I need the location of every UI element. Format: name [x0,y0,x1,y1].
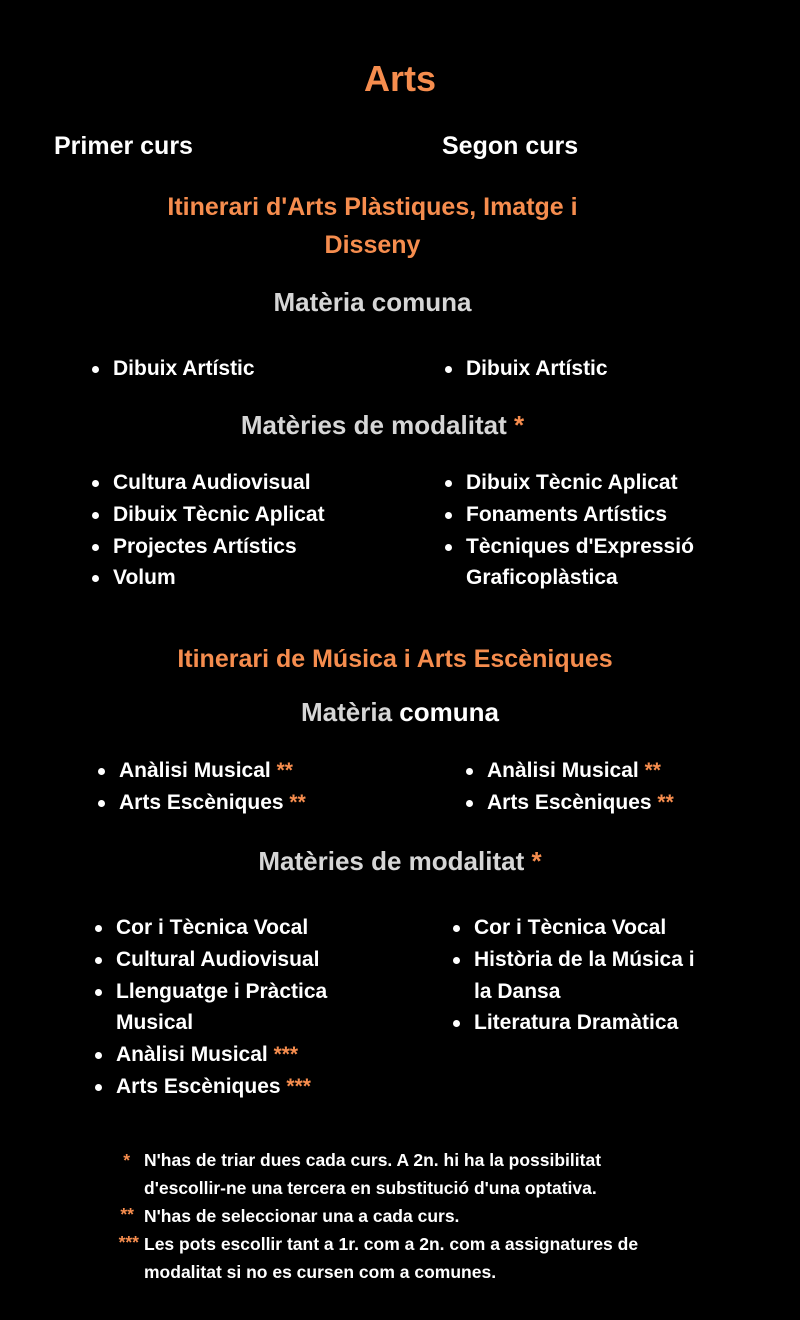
itinerary2-common-second-list [464,755,794,819]
itinerary-title-music: Itinerari de Música i Arts Escèniques [177,645,613,673]
list-item: Cor i Tècnica Vocal [451,912,781,944]
list-item: Dibuix Tècnic Aplicat [443,467,773,499]
section-heading-common [0,697,800,728]
list-item: Arts Escèniques ** [464,787,794,819]
itinerary2-modality-first-list [93,912,433,1103]
itinerary1-common-second-list [443,353,763,385]
list-item: Fonaments Artístics [443,499,773,531]
list-item: Anàlisi Musical ** [96,755,426,787]
list-item-continuation: Musical [116,1011,194,1035]
section-heading-text: Matèries de modalitat [240,410,507,440]
footnote-mark: *** [118,1232,139,1252]
list-item: Dibuix Artístic [90,353,410,385]
itinerary1-modality-first-list [90,467,420,594]
asterisk-mark: *** [286,1074,311,1098]
list-item: Cultura Audiovisual [90,467,420,499]
asterisk-mark: * [531,846,542,876]
list-item-continuation: la Dansa [474,979,561,1003]
section-heading-common: Matèria comuna [273,287,472,317]
column-heading-first-year: Primer curs [54,132,193,160]
list-item-continuation: Graficoplàstica [466,566,618,590]
itinerary2-modality-second-list [451,912,781,1039]
footnote-line: d'escollir-ne una tercera en substitució d'una optativa. [144,1178,597,1198]
section-heading-modality [0,410,765,441]
list-item: Cultural Audiovisual [93,944,433,976]
asterisk-mark: ** [289,790,306,814]
list-item: Dibuix Tècnic Aplicat [90,499,420,531]
footnote-line: Les pots escollir tant a 1r. com a 2n. com a assignatures de [144,1234,639,1254]
footnote-mark: * [123,1150,130,1170]
itinerary-title-line: Itinerari d'Arts Plàstiques, Imatge i [167,193,578,221]
itinerary1-common-first-list [90,353,410,385]
asterisk-mark: ** [644,759,661,782]
section-heading-text: comuna [399,697,499,727]
list-item: Història de la Música i [451,944,781,976]
list-item: Dibuix Artístic [443,353,763,385]
footnote-text [144,1230,744,1286]
footnote-text [144,1146,744,1202]
list-item: Llenguatge i Pràctica [93,976,433,1008]
asterisk-mark: * [513,410,525,440]
itinerary-title-line: Disseny [324,231,421,259]
list-item: Cor i Tècnica Vocal [93,912,433,944]
footnotes [0,1146,800,1286]
itinerary2-common-first-list [96,755,426,819]
list-item: Volum [90,562,420,594]
list-item: Literatura Dramàtica [451,1007,781,1039]
list-item: Anàlisi Musical ** [464,755,794,787]
list-item: Anàlisi Musical *** [93,1039,433,1071]
footnote-mark: ** [120,1204,134,1224]
list-item: Arts Escèniques *** [93,1071,433,1103]
section-heading-modality [0,846,800,877]
section-heading-text: Matèria [301,697,393,727]
itinerary1-modality-second-list [443,467,773,594]
footnote-line: N'has de triar dues cada curs. A 2n. hi ha la possibilitat [144,1150,602,1170]
footnote-line: modalitat si no es cursen com a comunes. [144,1262,497,1282]
asterisk-mark: *** [273,1043,299,1067]
list-item: Arts Escèniques ** [96,787,426,819]
asterisk-mark: ** [276,759,293,782]
asterisk-mark: ** [657,790,674,814]
page-title: Arts [363,58,437,99]
list-item: Projectes Artístics [90,531,420,563]
itinerary-title-plastic-arts [0,188,745,264]
section-heading-text: Matèries de modalitat [258,846,525,876]
footnote-text: N'has de seleccionar una a cada curs. [144,1206,460,1226]
list-item: Tècniques d'Expressió [443,531,773,563]
column-heading-second-year: Segon curs [442,132,579,160]
